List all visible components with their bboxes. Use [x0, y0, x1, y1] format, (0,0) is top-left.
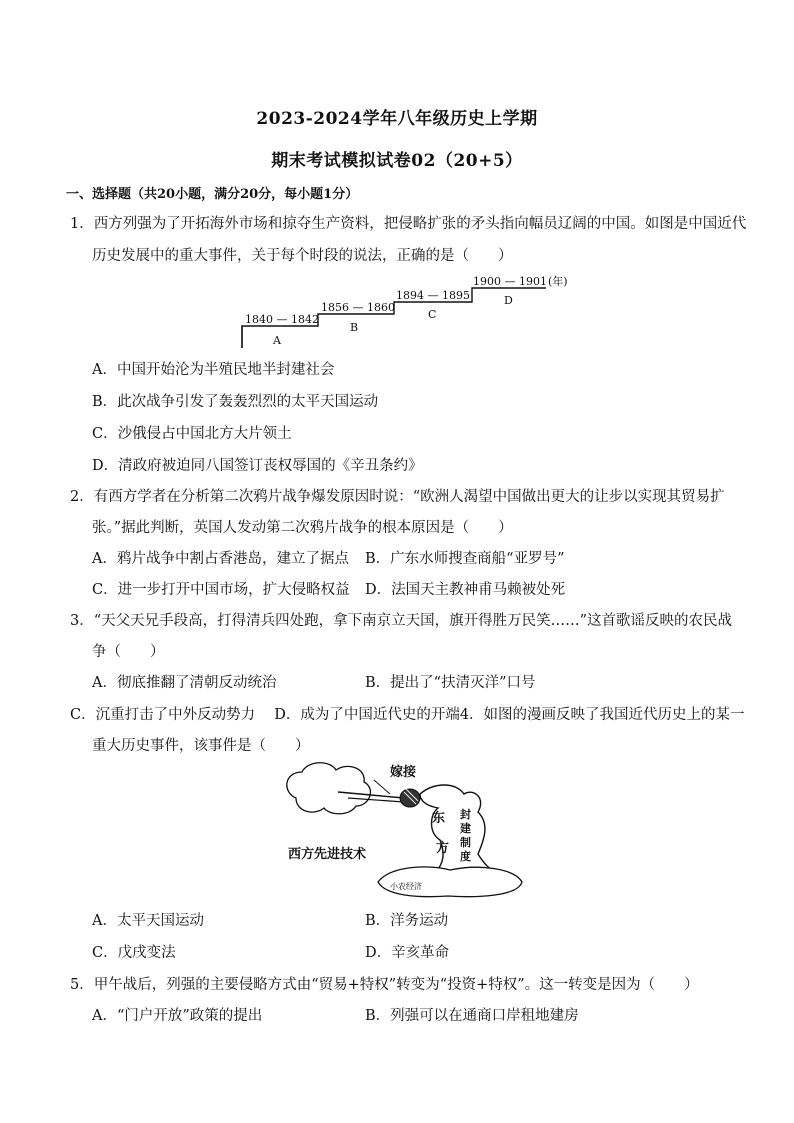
- cartoon-graft-label: 嫁接: [390, 765, 417, 780]
- cartoon-western-tech-label: 西方先进技术: [288, 847, 367, 862]
- cartoon-feudal-char3: 制: [460, 836, 471, 849]
- cartoon-feudal-char1: 封: [460, 808, 471, 821]
- q3-stem-line2: 争（ ）: [92, 644, 165, 660]
- q1-option-d: D．清政府被迫同八国签订丧权辱国的《辛丑条约》: [92, 458, 423, 474]
- q4-stem-line2: 重大历史事件，该事件是（ ）: [92, 738, 310, 754]
- cartoon-east-char1: 东: [432, 811, 446, 826]
- q5-stem-line1: 5．甲午战后，列强的主要侵略方式由“贸易+特权”转变为“投资+特权”。这一转变是因为（ ）: [70, 977, 699, 993]
- section-heading: 一、选择题（共20小题，满分20分，每小题1分）: [66, 187, 359, 202]
- q2-stem-line2: 张。”据此判断，英国人发动第二次鸦片战争的根本原因是（ ）: [92, 520, 513, 536]
- timeline-c-range: 1894 — 1895: [396, 289, 470, 302]
- q4-option-b: B．洋务运动: [365, 913, 449, 929]
- cartoon-feudal-char4: 度: [460, 850, 471, 863]
- q1-option-c: C．沙俄侵占中国北方大片领土: [92, 426, 292, 442]
- exam-title-line2: 期末考试模拟试卷02（20+5）: [271, 151, 523, 171]
- timeline-a-range: 1840 — 1842: [245, 313, 319, 326]
- q1-stem-line2: 历史发展中的重大事件，关于每个时段的说法，正确的是（ ）: [92, 248, 513, 264]
- q4-option-c: C．戊戌变法: [92, 945, 176, 961]
- q1-option-b: B．此次战争引发了轰轰烈烈的太平天国运动: [92, 394, 379, 410]
- timeline-b-range: 1856 — 1860: [321, 301, 395, 314]
- q3-options-cd-and-q4-stem: C．沉重打击了中外反动势力 D．成为了中国近代史的开端4．如图的漫画反映了我国近代历史上的某一: [70, 707, 745, 723]
- q4-cartoon-image: [278, 758, 528, 900]
- q4-option-d: D．辛亥革命: [365, 945, 450, 961]
- q2-option-c: C．进一步打开中国市场，扩大侵略权益: [92, 582, 350, 598]
- cartoon-feudal-char2: 建: [460, 822, 471, 835]
- q3-option-a: A．彻底推翻了清朝反动统治: [92, 675, 277, 691]
- timeline-d-label: D: [504, 294, 513, 307]
- timeline-a-label: A: [273, 334, 281, 347]
- q1-stem-line1: 1．西方列强为了开拓海外市场和掠夺生产资料，把侵略扩张的矛头指向幅员辽阔的中国。如图是中国近代: [70, 216, 747, 232]
- q1-timeline-diagram: [236, 274, 586, 354]
- q2-option-b: B．广东水师搜查商船“亚罗号”: [365, 551, 565, 567]
- q2-stem-line1: 2．有西方学者在分析第二次鸦片战争爆发原因时说：“欧洲人渴望中国做出更大的让步以实现其贸易扩: [70, 489, 725, 505]
- timeline-unit: (年): [548, 275, 568, 288]
- cartoon-east-char2: 方: [436, 841, 450, 856]
- timeline-d-range: 1900 — 1901: [473, 275, 547, 288]
- q1-option-a: A．中国开始沦为半殖民地半封建社会: [92, 362, 335, 378]
- timeline-b-label: B: [350, 321, 359, 334]
- q4-option-a: A．太平天国运动: [92, 913, 204, 929]
- q3-option-b: B．提出了“扶清灭洋”口号: [365, 675, 536, 691]
- q3-stem-line1: 3．“天父天兄手段高，打得清兵四处跑，拿下南京立天国，旗开得胜万民笑……”这首歌谣反映的农民战: [70, 613, 733, 629]
- q2-option-d: D．法国天主教神甫马赖被处死: [365, 582, 566, 598]
- q5-option-b: B．列强可以在通商口岸租地建房: [365, 1008, 579, 1024]
- exam-title-line1: 2023-2024学年八年级历史上学期: [256, 109, 538, 129]
- timeline-c-label: C: [428, 308, 437, 321]
- cartoon-small-farm-label: 小农经济: [390, 882, 422, 891]
- q2-option-a: A．鸦片战争中割占香港岛，建立了据点: [92, 551, 349, 567]
- q5-option-a: A．“门户开放”政策的提出: [92, 1008, 263, 1024]
